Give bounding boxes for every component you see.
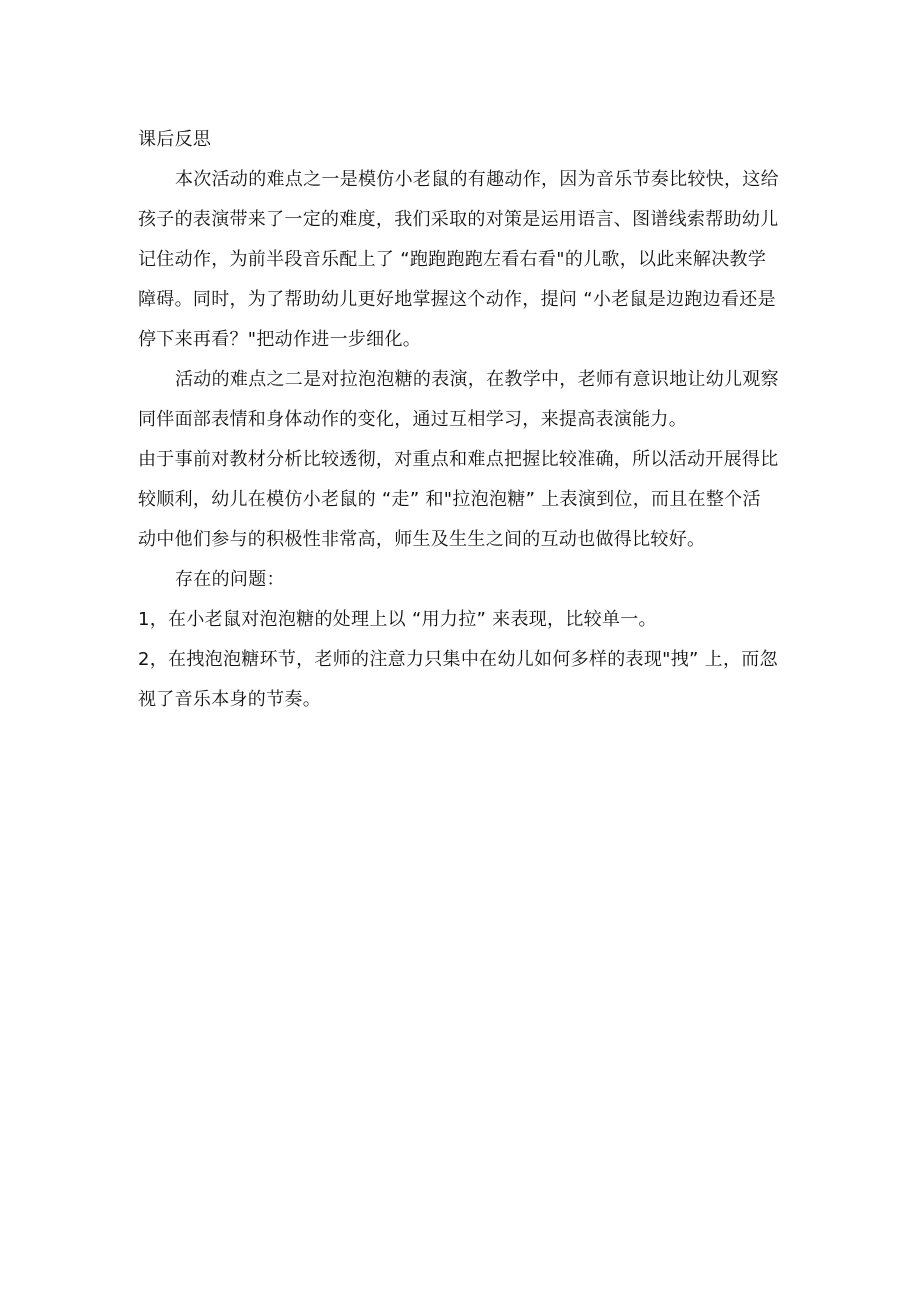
paragraph-line: 同伴面部表情和身体动作的变化，通过互相学习，来提高表演能力。 <box>138 409 687 430</box>
paragraph-line: 动中他们参与的积极性非常高，师生及生生之间的互动也做得比较好。 <box>138 529 706 550</box>
paragraph-outcome <box>138 440 784 560</box>
paragraph-line: 2，在拽泡泡糖环节，老师的注意力只集中在幼儿如何多样的表现"拽” 上，而忽 <box>138 649 778 670</box>
paragraph-line: 孩子的表演带来了一定的难度，我们采取的对策是运用语言、图谱线索帮助幼儿 <box>138 209 779 230</box>
paragraph-line: 由于事前对教材分析比较透彻，对重点和难点把握比较准确，所以活动开展得比 <box>138 449 779 470</box>
paragraph-line: 障碍。同时，为了帮助幼儿更好地掌握这个动作，提问 “小老鼠是边跑边看还是 <box>138 289 776 310</box>
document-heading: 课后反思 <box>138 129 212 150</box>
paragraph-line: 记住动作，为前半段音乐配上了 “跑跑跑跑左看右看"的儿歌，以此来解决教学 <box>138 249 767 270</box>
paragraph-difficulty-two <box>138 360 784 440</box>
paragraph-line: 本次活动的难点之一是模仿小老鼠的有趣动作，因为音乐节奏比较快，这给 <box>175 169 779 190</box>
paragraph-line: 视了音乐本身的节奏。 <box>138 689 321 710</box>
problem-item-2 <box>138 640 784 720</box>
paragraph-difficulty-one <box>138 160 784 360</box>
paragraph-line: 活动的难点之二是对拉泡泡糖的表演，在教学中，老师有意识地让幼儿观察 <box>175 369 779 390</box>
document-body <box>138 120 784 720</box>
problem-item-1: 1，在小老鼠对泡泡糖的处理上以 “用力拉” 来表现，比较单一。 <box>138 609 657 630</box>
paragraph-line: 停下来再看？"把动作进一步细化。 <box>138 329 422 350</box>
problems-heading: 存在的问题： <box>175 569 285 590</box>
paragraph-line: 较顺利，幼儿在模仿小老鼠的 “走” 和"拉泡泡糖” 上表演到位，而且在整个活 <box>138 489 761 510</box>
